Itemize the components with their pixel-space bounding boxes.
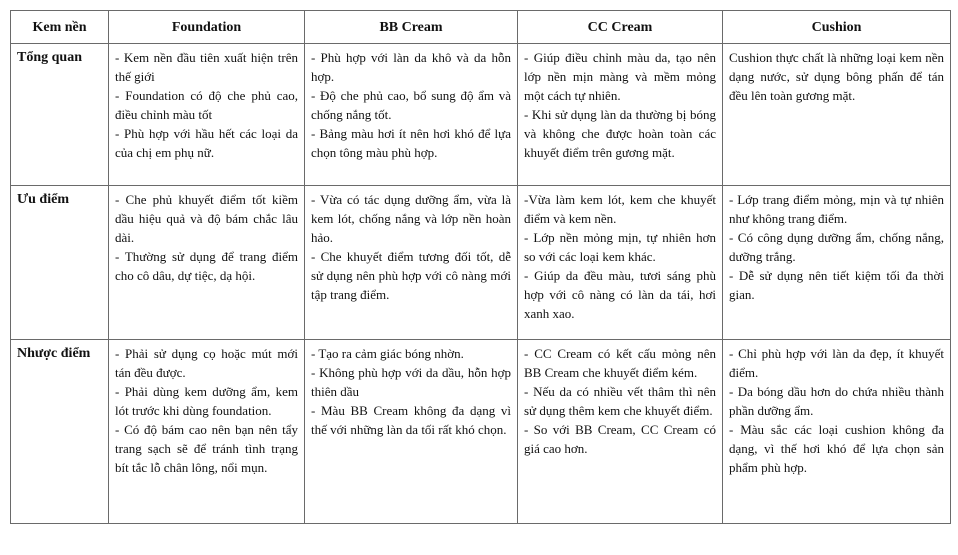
cell-foundation-nhuoc-diem [109,340,305,524]
cell-line: - Tạo ra cảm giác bóng nhờn. [311,346,464,361]
cell-line: - Độ che phủ cao, bổ sung độ ẩm và chống nắng tốt. [311,88,511,122]
cell-line: - Phù hợp với làn da khô và da hỗn hợp. [311,50,511,84]
cell-line: - Chỉ phù hợp với làn da đẹp, ít khuyết điểm. [729,346,944,380]
cell-line: - Che phủ khuyết điểm tốt kiềm dầu hiệu quả và độ bám chắc lâu dài. [115,192,298,245]
table-row-uu-diem [11,186,951,340]
cell-bb-cream-nhuoc-diem [305,340,518,524]
cell-line: - Che khuyết điểm tương đối tốt, dễ sử dụng nên phù hợp với cô nàng mới tập trang điểm. [311,249,511,302]
comparison-table [10,10,951,524]
header-bb-cream: BB Cream [305,11,518,44]
cell-bb-cream-uu-diem [305,186,518,340]
cell-line: - CC Cream có kết cấu mỏng nên BB Cream che khuyết điểm kém. [524,346,716,380]
cell-bb-cream-tong-quan [305,44,518,186]
row-label-tong-quan: Tổng quan [11,44,109,186]
cell-foundation-uu-diem [109,186,305,340]
row-label-nhuoc-diem: Nhược điểm [11,340,109,524]
cell-line: - Phải sử dụng cọ hoặc mút mới tán đều được. [115,346,298,380]
cell-line: - Giúp điều chỉnh màu da, tạo nên lớp nền mịn màng và mềm mỏng một cách tự nhiên. [524,50,716,103]
cell-line: - Lớp nền mỏng mịn, tự nhiên hơn so với các loại kem khác. [524,230,716,264]
header-cc-cream: CC Cream [518,11,723,44]
cell-line: - Foundation có độ che phủ cao, điều chỉnh màu tốt [115,88,298,122]
cell-line: - Vừa có tác dụng dưỡng ẩm, vừa là kem lót, chống nắng và lớp nền hoàn hảo. [311,192,511,245]
cell-cc-cream-nhuoc-diem [518,340,723,524]
cell-line: - Có độ bám cao nên bạn nên tẩy trang sạch sẽ để tránh tình trạng bít tắc lỗ chân lông, nổi mụn. [115,422,298,475]
cell-line: - Giúp da đều màu, tươi sáng phù hợp với cô nàng có làn da tái, hơi xanh xao. [524,268,716,321]
cell-cushion-nhuoc-diem [723,340,951,524]
cell-line: - Kem nền đầu tiên xuất hiện trên thế giới [115,50,298,84]
cell-line: - Lớp trang điểm mỏng, mịn và tự nhiên như không trang điểm. [729,192,944,226]
header-foundation: Foundation [109,11,305,44]
header-cushion: Cushion [723,11,951,44]
cell-line: -Vừa làm kem lót, kem che khuyết điểm và kem nền. [524,192,716,226]
cell-line: - Màu BB Cream không đa dạng vì thế với những làn da tối rất khó chọn. [311,403,511,437]
cell-line: - So với BB Cream, CC Cream có giá cao hơn. [524,422,716,456]
cell-line: - Không phù hợp với da dầu, hỗn hợp thiên dầu [311,365,511,399]
header-kem-nen: Kem nền [11,11,109,44]
table-row-tong-quan [11,44,951,186]
cell-line: - Thường sử dụng để trang điểm cho cô dâu, dự tiệc, dạ hội. [115,249,298,283]
cell-line: - Có công dụng dưỡng ẩm, chống nắng, dưỡng trắng. [729,230,944,264]
header-row [11,11,951,44]
table-row-nhuoc-diem [11,340,951,524]
cell-line: - Bảng màu hơi ít nên hơi khó để lựa chọn tông màu phù hợp. [311,126,511,160]
cell-line: Cushion thực chất là những loại kem nền dạng nước, sử dụng bông phấn để tán đều lên toàn gương mặt. [729,50,944,103]
cell-cushion-tong-quan [723,44,951,186]
row-label-uu-diem: Ưu điểm [11,186,109,340]
cell-line: - Da bóng dầu hơn do chứa nhiều thành phần dưỡng ẩm. [729,384,944,418]
comparison-table-wrapper [10,10,951,524]
cell-cc-cream-tong-quan [518,44,723,186]
cell-line: - Màu sắc các loại cushion không đa dạng, vì thế hơi khó để lựa chọn sản phẩm phù hợp. [729,422,944,475]
cell-line: - Phải dùng kem dưỡng ẩm, kem lót trước khi dùng foundation. [115,384,298,418]
cell-line: - Dễ sử dụng nên tiết kiệm tối đa thời gian. [729,268,944,302]
cell-line: - Phù hợp với hầu hết các loại da của chị em phụ nữ. [115,126,298,160]
cell-line: - Khi sử dụng làn da thường bị bóng và không che được hoàn toàn các khuyết điểm trên gương mặt. [524,107,716,160]
cell-cushion-uu-diem [723,186,951,340]
cell-foundation-tong-quan [109,44,305,186]
cell-cc-cream-uu-diem [518,186,723,340]
cell-line: - Nếu da có nhiều vết thâm thì nên sử dụng thêm kem che khuyết điểm. [524,384,716,418]
